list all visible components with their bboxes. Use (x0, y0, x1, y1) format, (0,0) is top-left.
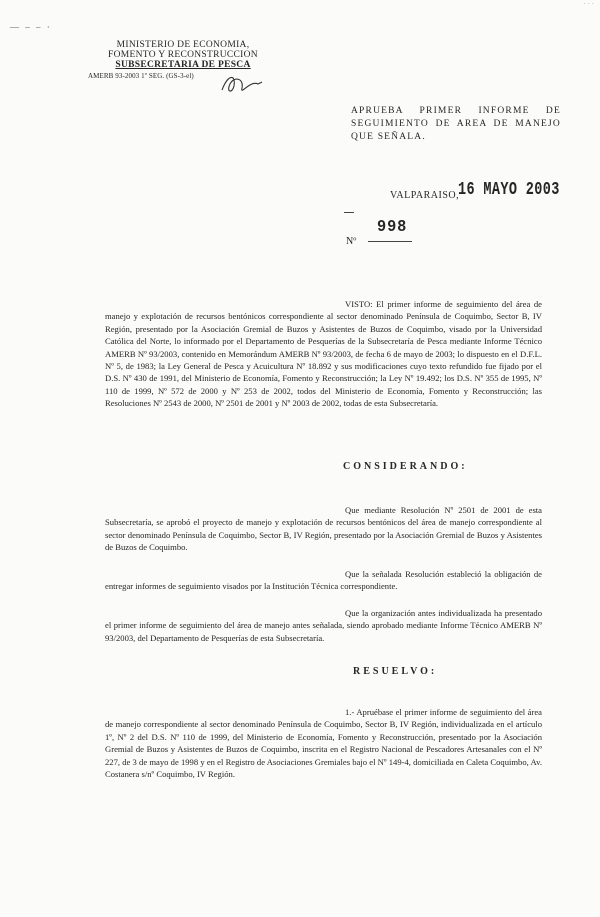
considerando-paragraph-2: Que la señalada Resolución estableció la obligación de entregar informes de seguimiento visados por la Institución Técnica correspondiente. (105, 569, 542, 592)
resuelvo-heading: RESUELVO: (353, 666, 438, 677)
number-underline (368, 241, 412, 242)
date-stamp: 16 MAYO 2003 (458, 180, 560, 200)
considerando-heading: CONSIDERANDO: (343, 461, 468, 472)
place-label: VALPARAISO, (390, 190, 460, 201)
considerando-paragraph-3: Que la organización antes individualizada ha presentado el primer informe de seguimiento del área de manejo antes señalada, siendo aprobado mediante Informe Técnico AMERB Nº 93/2003, del Departamento de Pesquerías de esta Subsecretaría. (105, 608, 542, 643)
number-label: Nº (346, 236, 357, 247)
number-value: 998 (377, 218, 408, 237)
considerando-paragraph-1: Que mediante Resolución Nº 2501 de 2001 de esta Subsecretaría, se aprobó el proyecto de manejo y explotación de recursos bentónicos del área de manejo correspondiente al sector denominado Península de Coquimbo, Sector B, IV Región, presentado por la Asociación Gremial de Buzos y Asistentes de Buzos de Coquimbo. (105, 505, 542, 553)
initials-signature-icon (218, 70, 266, 98)
subject-line: APRUEBA PRIMER INFORME DE SEGUIMIENTO DE AREA DE MANEJO QUE SEÑALA. (351, 106, 561, 142)
visto-paragraph (105, 298, 542, 410)
number-dash (344, 212, 354, 213)
edge-scan-mark: · · · (583, 0, 594, 8)
letterhead-line3: SUBSECRETARIA DE PESCA (115, 60, 251, 70)
resuelvo-paragraph-1: 1.- Apruébase el primer informe de seguimiento del área de manejo correspondiente al sector denominado Península de Coquimbo, Sector B, IV Región, individualizada en el artículo 1º, Nº 2 del D.S. Nº 110 de 1999, del Ministerio de Economía, Fomento y Reconstrucción, presentado por la Asociación Gremial de Buzos y Asistentes de Buzos de Coquimbo, inscrita en el Registro Nacional de Pescadores Artesanales con el Nº 227, de 3 de mayo de 1998 y en el Registro de Asociaciones Gremiales bajo el Nº 149-4, domiciliada en Caleta Coquimbo, Av. Costanera s/nº Coquimbo, IV Región. (105, 707, 542, 780)
letterhead-line2: FOMENTO Y RECONSTRUCCION (108, 50, 258, 60)
letterhead-ref: AMERB 93-2003 1º SEG. (GS-3-el) (88, 72, 194, 80)
letterhead-line1: MINISTERIO DE ECONOMIA, (116, 40, 250, 50)
visto-text: VISTO: El primer informe de seguimiento del área de manejo y explotación de recursos bentónicos correspondiente al sector denominado Península de Coquimbo, Sector B, IV Región, presentado por la Asociación Gremial de Buzos y Asistentes de Buzos de Coquimbo, visado por la Universidad Católica del Norte, lo informado por el Departamento de Pesquerías de la Subsecretaría de Pesca mediante Informe Técnico AMERB Nº 93/2003, contenido en Memorándum AMERB Nº 93/2003, de fecha 6 de mayo de 2003; lo dispuesto en el D.F.L. Nº 5, de 1983; la Ley General de Pesca y Acuicultura Nº 18.892 y sus modificaciones cuyo texto refundido fue fijado por el D.S. Nº 430 de 1991, del Ministerio de Economía, Fomento y Reconstrucción; la Ley Nº 19.492; los D.S. Nº 355 de 1995, Nº 110 de 1999, Nº 572 de 2000 y Nº 253 de 2002, todos del Ministerio de Economía, Fomento y Reconstrucción; las Resoluciones Nº 2543 de 2000, Nº 2501 de 2001 y Nº 2003 de 2002, todas de esta Subsecretaría. (105, 299, 542, 409)
corner-scan-mark: — – – · (10, 22, 52, 32)
